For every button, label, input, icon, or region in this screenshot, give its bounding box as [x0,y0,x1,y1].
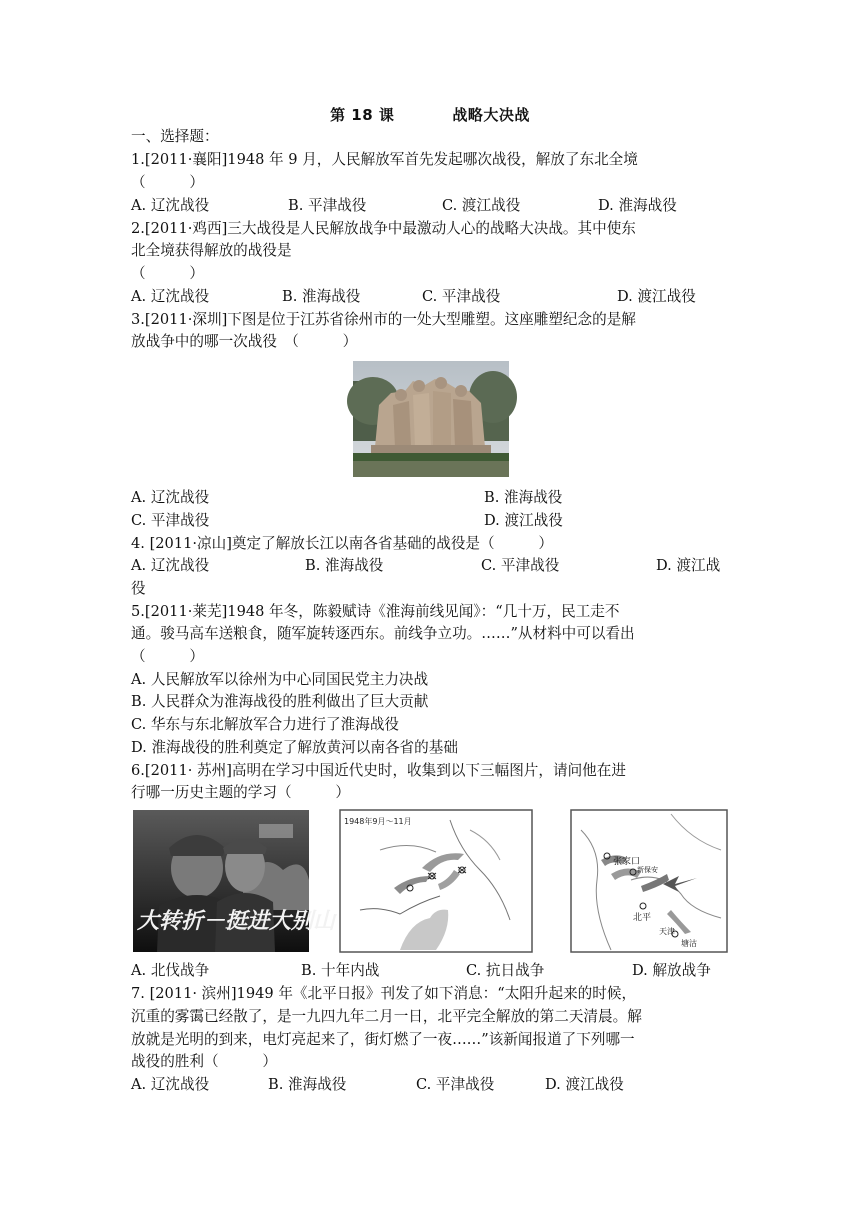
q7-stem-cont1: 沉重的雾霭已经散了，是一九四九年二月一日，北平完全解放的第二天清晨。解 [131,1008,642,1025]
q4-option-a: A. 辽沈战役 [131,557,210,574]
q2-stem-cont: 北全境获得解放的战役是 [131,242,292,259]
q6-option-a: A. 北伐战争 [131,962,210,979]
q1-option-c: C. 渡江战役 [442,197,521,214]
q4-option-b: B. 淮海战役 [305,557,384,574]
q5-stem: 5.[2011·莱芜]1948 年冬，陈毅赋诗《淮海前线见闻》：“几十万，民工走不 [131,603,620,620]
q7-stem: 7. [2011· 滨州]1949 年《北平日报》刊发了如下消息：“太阳升起来的时候， [131,985,637,1002]
map-date-label: 1948年9月～11月 [344,817,412,826]
q5-option-b: B. 人民群众为淮海战役的胜利做出了巨大贡献 [131,693,429,710]
q5-stem-cont: 通。骏马高车送粮食，随军旋转逐西东。前线争立功。……”从材料中可以看出 [131,625,635,642]
q2-option-b: B. 淮海战役 [282,288,361,305]
q4-option-d: D. 渡江战 [656,557,721,574]
map-label-zhangjiakou: 张家口 [613,857,641,867]
q5-option-c: C. 华东与东北解放军合力进行了淮海战役 [131,716,400,733]
q7-option-c: C. 平津战役 [416,1076,495,1093]
q1-blank: （ ） [131,174,204,191]
lesson-topic: 战略大决战 [452,106,530,124]
map-label-xinbaoan: 新保安 [637,866,658,874]
q3-stem-cont: 放战争中的哪一次战役 （ ） [131,333,358,350]
sculpture-photo [353,361,509,477]
liaoshen-map-image [340,810,532,952]
pingjin-map-image [571,810,727,952]
map-label-tianjin: 天津 [659,927,675,936]
film-title-text: 大转折－挺进大别山 [137,908,336,934]
q3-option-c: C. 平津战役 [131,512,210,529]
q2-option-c: C. 平津战役 [422,288,501,305]
q1-option-a: A. 辽沈战役 [131,197,210,214]
film-poster-image [133,810,336,952]
q3-option-b: B. 淮海战役 [484,489,563,506]
q5-option-a: A. 人民解放军以徐州为中心同国民党主力决战 [131,671,429,688]
q2-option-a: A. 辽沈战役 [131,288,210,305]
q4-option-c: C. 平津战役 [481,557,560,574]
q6-stem-cont: 行哪一历史主题的学习（ ） [131,784,350,801]
map-label-beiping: 北平 [633,913,652,923]
q2-blank: （ ） [131,265,204,282]
q2-option-d: D. 渡江战役 [617,288,696,305]
q1-option-d: D. 淮海战役 [598,197,677,214]
q6-stem: 6.[2011· 苏州]高明在学习中国近代史时，收集到以下三幅图片，请问他在进 [131,762,626,779]
q3-option-a: A. 辽沈战役 [131,489,210,506]
map-label-tanggu: 塘沽 [681,939,697,948]
q3-stem: 3.[2011·深圳]下图是位于江苏省徐州市的一处大型雕塑。这座雕塑纪念的是解 [131,311,636,328]
q6-option-c: C. 抗日战争 [466,962,545,979]
page-title [0,104,860,125]
q5-option-d: D. 淮海战役的胜利奠定了解放黄河以南各省的基础 [131,739,458,756]
q5-blank: （ ） [131,648,204,665]
q7-option-a: A. 辽沈战役 [131,1076,210,1093]
q1-stem: 1.[2011·襄阳]1948 年 9 月，人民解放军首先发起哪次战役，解放了东北全境 [131,151,638,168]
q4-option-d-wrap: 役 [131,580,146,597]
q7-stem-cont3: 战役的胜利（ ） [131,1053,277,1070]
q6-option-b: B. 十年内战 [301,962,380,979]
q7-option-d: D. 渡江战役 [545,1076,624,1093]
q1-option-b: B. 平津战役 [288,197,367,214]
q7-stem-cont2: 放就是光明的到来，电灯亮起来了，街灯燃了一夜……”该新闻报道了下列哪一 [131,1031,635,1048]
section-heading: 一、选择题： [131,128,219,145]
q2-stem: 2.[2011·鸡西]三大战役是人民解放战争中最激动人心的战略大决战。其中使东 [131,220,636,237]
q3-option-d: D. 渡江战役 [484,512,563,529]
q7-option-b: B. 淮海战役 [268,1076,347,1093]
q4-stem: 4. [2011·凉山]奠定了解放长江以南各省基础的战役是（ ） [131,535,553,552]
q6-option-d: D. 解放战争 [632,962,711,979]
lesson-number: 第 18 课 [330,106,395,124]
